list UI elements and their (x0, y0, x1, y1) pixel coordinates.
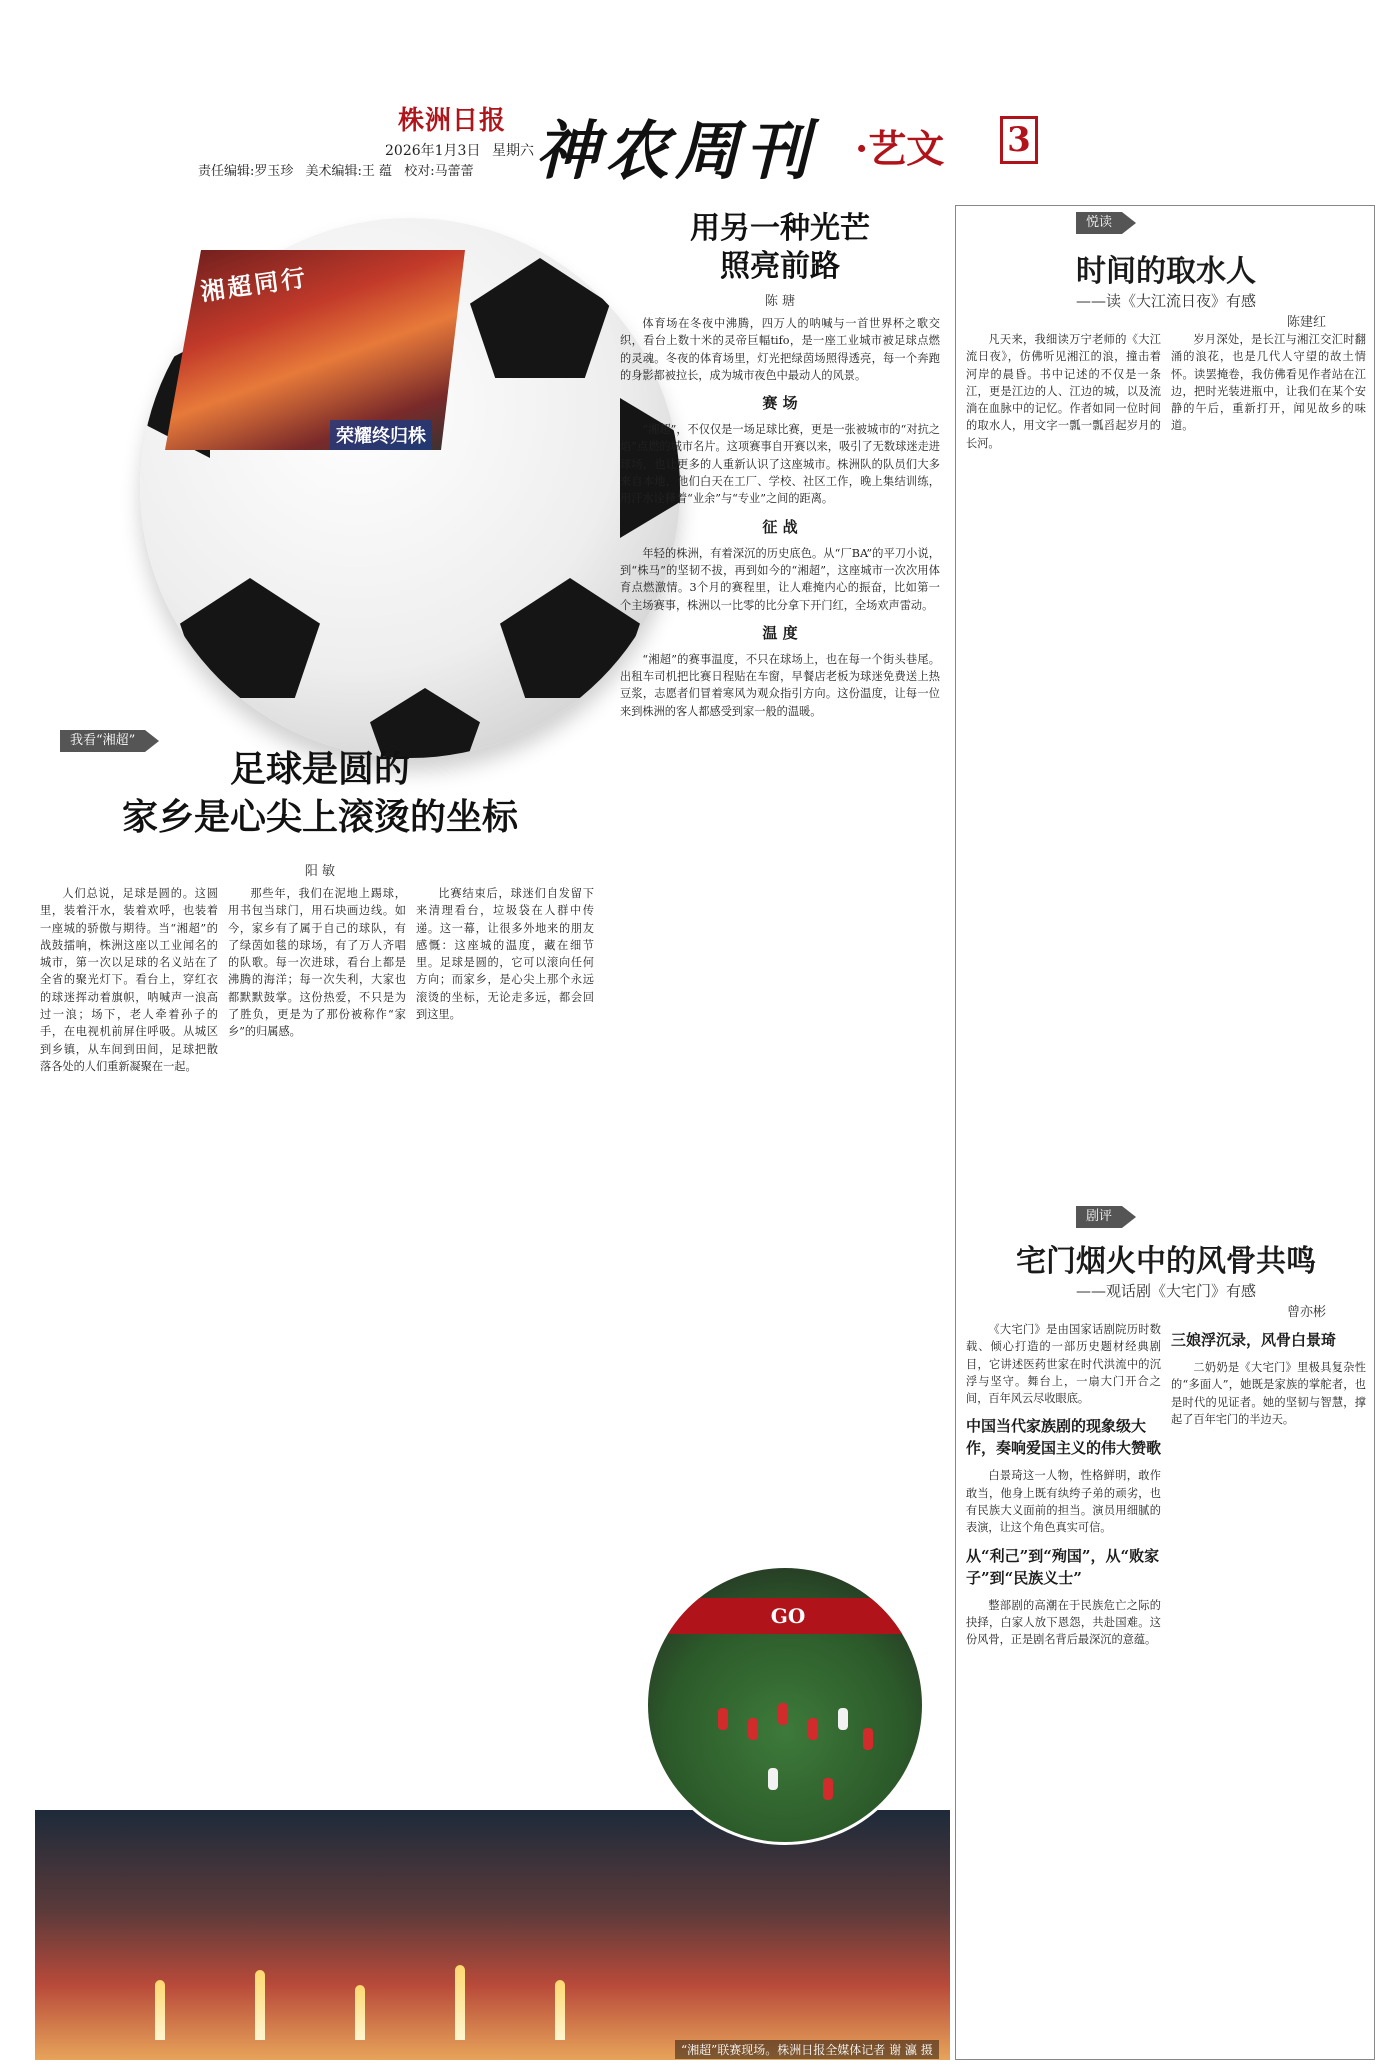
review-2-col-3: 整部剧的高潮在于民族危亡之际的抉择，白家人放下恩怨，共赴国难。这份风骨，正是剧名背后最深沉的意蕴。 (966, 1598, 1161, 1647)
editor-proof: 校对:马蕾蕾 (404, 164, 474, 179)
main-author: 阳 敏 (304, 864, 336, 879)
review-2-author: 曾亦彬 (1286, 1305, 1326, 1320)
stadium-crowd-photo (35, 1810, 950, 2060)
review-1-col-2: 岁月深处，是长江与湘江交汇时翻涌的浪花，也是几代人守望的故土情怀。读罢掩卷，我仿佛看见作者站在江边，把时光装进瓶中，让我们在某个安静的午后，重新打开，闻见故乡的味道。 (1171, 333, 1366, 433)
center-section-1: “湘超”，不仅仅是一场足球比赛，更是一张被城市的“对抗之焰”点燃的城市名片。这项赛事自开赛以来，吸引了无数球迷走进球场，也让更多的人重新认识了这座城市。株洲队的队员们大多来自本地，他们白天在工厂、学校、社区工作，晚上集结训练，用汗水诠释着“业余”与“专业”之间的距离。 (620, 423, 940, 506)
main-col-2: 那些年，我们在泥地上踢球，用书包当球门，用石块画边线。如今，家乡有了属于自己的球队，有了绿茵如毯的球场，有了万人齐唱的队歌。每一次进球，看台上都是沸腾的海洋；每一次失利，大家也都默默鼓掌。这份热爱，不只是为了胜负，更是为了那份被称作“家乡”的归属感。 (228, 887, 406, 1039)
review-2-col-2: 白景琦这一人物，性格鲜明，敢作敢当，他身上既有纨绔子弟的顽劣，也有民族大义面前的担当。演员用细腻的表演，让这个角色真实可信。 (966, 1469, 1161, 1535)
photo-caption: “湘超”联赛现场。株洲日报全媒体记者 谢 瀛 摄 (675, 2040, 939, 2059)
column-tag-drama: 剧评 (1076, 1206, 1122, 1228)
main-headline-block (40, 745, 600, 841)
review-1-author: 陈建红 (1286, 315, 1326, 330)
issue-weekday: 星期六 (492, 143, 534, 159)
center-headline-block (620, 210, 940, 309)
tifo-banner-text: 湘超同行 (198, 262, 310, 307)
center-headline-2: 照亮前路 (720, 249, 840, 284)
column-tag-reading: 悦读 (1076, 212, 1122, 234)
main-col-3: 比赛结束后，球迷们自发留下来清理看台，垃圾袋在人群中传递。这一幕，让很多外地来的朋友感慨：这座城的温度，藏在细节里。足球是圆的，它可以滚向任何方向；而家乡，是心尖上那个永远滚烫的坐标，无论走多远，都会回到这里。 (416, 887, 594, 1022)
review-2-col-4: 二奶奶是《大宅门》里极具复杂性的“多面人”，她既是家族的掌舵者，也是时代的见证者。她的坚韧与智慧，撑起了百年宅门的半边天。 (1171, 1361, 1366, 1426)
review-1-headline: 时间的取水人 (1076, 254, 1256, 289)
review-2-subhead-3: 三娘浮沉录，风骨白景琦 (1171, 1331, 1337, 1349)
center-subhead-1: 赛 场 (762, 394, 798, 413)
column-tag-my-view: 我看“湘超” (60, 730, 145, 752)
review-2-subtitle: ——观话剧《大宅门》有感 (1075, 1282, 1256, 1300)
review-2-headline: 宅门烟火中的风骨共鸣 (1016, 1244, 1316, 1279)
main-headline-2: 家乡是心尖上滚烫的坐标 (121, 796, 518, 838)
review-1-subtitle: ——读《大江流日夜》有感 (1075, 292, 1256, 310)
review-1-head (966, 246, 1366, 330)
stadium-ad-board: GO (648, 1598, 925, 1634)
issue-date: 2026年1月3日 (385, 143, 481, 159)
center-section-2: 年轻的株洲，有着深沉的历史底色。从“厂BA”的平刀小说，到“株马”的坚韧不拔，再到如今的“湘超”，这座城市一次次用体育点燃激情。3个月的赛程里，让人难掩内心的振奋，比如第一个主场赛事，株洲以一比零的比分拿下开门红，全场欢声雷动。 (620, 546, 940, 612)
main-headline-1: 足球是圆的 (229, 748, 410, 790)
review-2-subhead-2: 从“利己”到“殉国”，从“败家子”到“民族义士” (966, 1546, 1160, 1587)
center-body (620, 315, 940, 1565)
center-subhead-2: 征 战 (762, 517, 798, 536)
match-photo-circle (645, 1565, 925, 1845)
center-subhead-3: 温 度 (762, 623, 798, 642)
tifo-sign-text: 荣耀终归株 (330, 420, 432, 450)
review-2-head (966, 1236, 1366, 1320)
review-1-col-1: 凡天来，我细读万宁老师的《大江流日夜》，仿佛听见湘江的浪，撞击着河岸的晨昏。书中记述的不仅是一条江，更是江边的人、江边的城，以及流淌在血脉中的记忆。作者如同一位时间的取水人，用文字一瓢一瓢舀起岁月的长河。 (966, 333, 1161, 450)
masthead (0, 0, 1393, 200)
center-headline-1: 用另一种光芒 (690, 211, 870, 246)
review-2-subhead-1: 中国当代家族剧的现象级大作，奏响爱国主义的伟大赞歌 (966, 1417, 1161, 1458)
center-intro: 体育场在冬夜中沸腾，四万人的呐喊与一首世界杯之歌交织，看台上数十米的灵帝巨幅tifo，是一座工业城市被足球点燃的灵魂。冬夜的体育场里，灯光把绿茵场照得透亮，每一个奔跑的身影都被拉长，成为城市夜色中最动人的风景。 (620, 317, 940, 382)
review-2-right (1171, 1321, 1366, 2051)
paper-logo: 株洲日报 (398, 106, 507, 136)
review-2-left (966, 1321, 1161, 2051)
center-section-3: “湘超”的赛事温度，不只在球场上，也在每一个街头巷尾。出租车司机把比赛日程贴在车窗，早餐店老板为球迷免费送上热豆浆，志愿者们冒着寒风为观众指引方向。这份温度，让每一位来到株洲的客人都感受到家一般的温暖。 (620, 652, 940, 718)
center-author: 陈 瑭 (764, 294, 796, 309)
section-name: ·艺文 (855, 126, 945, 171)
page-number: 3 (1000, 116, 1038, 164)
right-column-box (955, 205, 1375, 2060)
supplement-title: 神农周刊 (535, 114, 815, 189)
review-2-col-1: 《大宅门》是由国家话剧院历时数载、倾心打造的一部历史题材经典剧目，它讲述医药世家在时代洪流中的沉浮与坚守。舞台上，一扇大门开合之间，百年风云尽收眼底。 (966, 1323, 1161, 1406)
editor-responsible: 责任编辑:罗玉珍 (198, 164, 294, 179)
editors-line (198, 160, 482, 179)
editor-art: 美术编辑:王 蕴 (305, 164, 393, 179)
main-col-1: 人们总说，足球是圆的。这圆里，装着汗水，装着欢呼，也装着一座城的骄傲与期待。当“湘超”的战鼓擂响，株洲这座以工业闻名的城市，第一次以足球的名义站在了全省的聚光灯下。看台上，穿红衣的球迷挥动着旗帜，呐喊声一浪高过一浪；场下，老人牵着孙子的手，在电视机前屏住呼吸。从城区到乡镇，从车间到田间，足球把散落各处的人们重新凝聚在一起。 (40, 887, 218, 1073)
